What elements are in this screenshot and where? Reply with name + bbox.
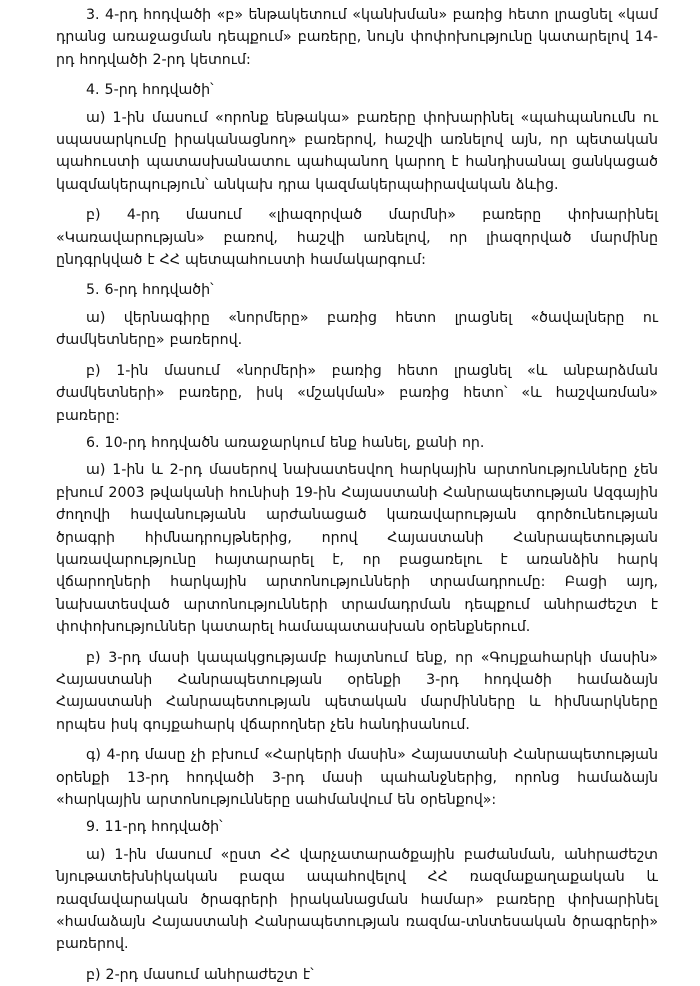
paragraph-item-4b: բ) 4-րդ մասում «լիազորված մարմնի» բառերը փոխարինել «Կառավարության» բառով, հաշվի առնելով, որ լիազորված մարմինը ընդգրկված է ՀՀ պետպահուստի համակարգում: bbox=[56, 207, 658, 269]
paragraph-item-5-heading: 5. 6-րդ հոդվածի՝ bbox=[86, 282, 214, 299]
paragraph-item-4-heading: 4. 5-րդ հոդվածի՝ bbox=[86, 82, 214, 99]
paragraph-item-6-heading: 6. 10-րդ հոդվածն առաջարկում ենք հանել, քանի որ. bbox=[86, 434, 485, 451]
paragraph-item-5b: բ) 1-ին մասում «նորմերի» բառից հետո լրացնել «և անբարձման ժամկետների» բառերը, իսկ «մշակման» բառից հետո՝ «և հաշվառման» բառերը: bbox=[56, 362, 658, 424]
paragraph-item-6a: ա) 1-ին և 2-րդ մասերով նախատեսվող հարկային արտոնությունները չեն բխում 2003 թվականի հունիսի 19-ին Հայաստանի Հանրապետության Ազգային ժողովի հավանությանն արժանացած կառավարության գործունեության ծրագրի հիմնադրույթներից, որով Հայաստանի Հանրապետության կառավարությունը հայտարարել է, որ բացառելու է առանձին հարկ վճարողների հարկային արտոնությունների տրամադրումը: Բացի այդ, նախատեսված արտոնությունների տրամադրման դեպքում անհրաժեշտ է փոփոխություններ կատարել համապատասխան օրենքներում. bbox=[56, 462, 658, 636]
paragraph-item-9-heading: 9. 11-րդ հոդվածի՝ bbox=[86, 819, 223, 836]
paragraph-item-6c: գ) 4-րդ մասը չի բխում «Հարկերի մասին» Հայաստանի Հանրապետության օրենքի 13-րդ հոդվածի 3-րդ մասի պահանջներից, որոնց համաձայն «հարկային արտոնությունները սահմանվում են օրենքով»: bbox=[56, 747, 658, 808]
paragraph-item-3-clause: 3. 4-րդ հոդվածի «բ» ենթակետում «կանխման» բառից հետո լրացնել «կամ դրանց առաջացման դեպքում» բառերը, նույն փոփոխությունը կատարելով 14-րդ հոդվածի 2-րդ կետում: bbox=[56, 7, 658, 68]
paragraph-item-9b: բ) 2-րդ մասում անհրաժեշտ է՝ bbox=[86, 966, 314, 983]
paragraph-item-9a: ա) 1-ին մասում «ըստ ՀՀ վարչատարածքային բաժանման, անհրաժեշտ նյութատեխնիկական բազա ապահովելով ՀՀ ռազմաքաղաքական և ռազմավարական ծրագրերի իրականացման համար» բառերը փոխարինել «համաձայն Հայաստանի Հանրապետության ռազմա-տնտեսական ծրագրերի» բառերով. bbox=[56, 846, 658, 953]
paragraph-item-4a: ա) 1-ին մասում «որոնք ենթակա» բառերը փոխարինել «պահպանումն ու սպասարկումը իրականացնող» բառերով, հաշվի առնելով այն, որ պետական պահուստի պատասխանատու պահպանող կարող է հանդիսանալ ցանկացած կազմակերպություն՝ անկախ դրա կազմակերպաիրավական ձևից. bbox=[56, 109, 658, 193]
paragraph-item-6b: բ) 3-րդ մասի կապակցությամբ հայտնում ենք, որ «Գույքահարկի մասին» Հայաստանի Հանրապետության օրենքի 3-րդ հոդվածի համաձայն Հայաստանի Հանրապետության պետական մարմինները և հիմնարկները որպես իսկ գույքահարկ վճարողներ չեն հանդիսանում. bbox=[56, 649, 658, 733]
paragraph-item-5a: ա) վերնագիրը «նորմերը» բառից հետո լրացնել «ծավալները ու ժամկետները» բառերով. bbox=[56, 309, 658, 349]
